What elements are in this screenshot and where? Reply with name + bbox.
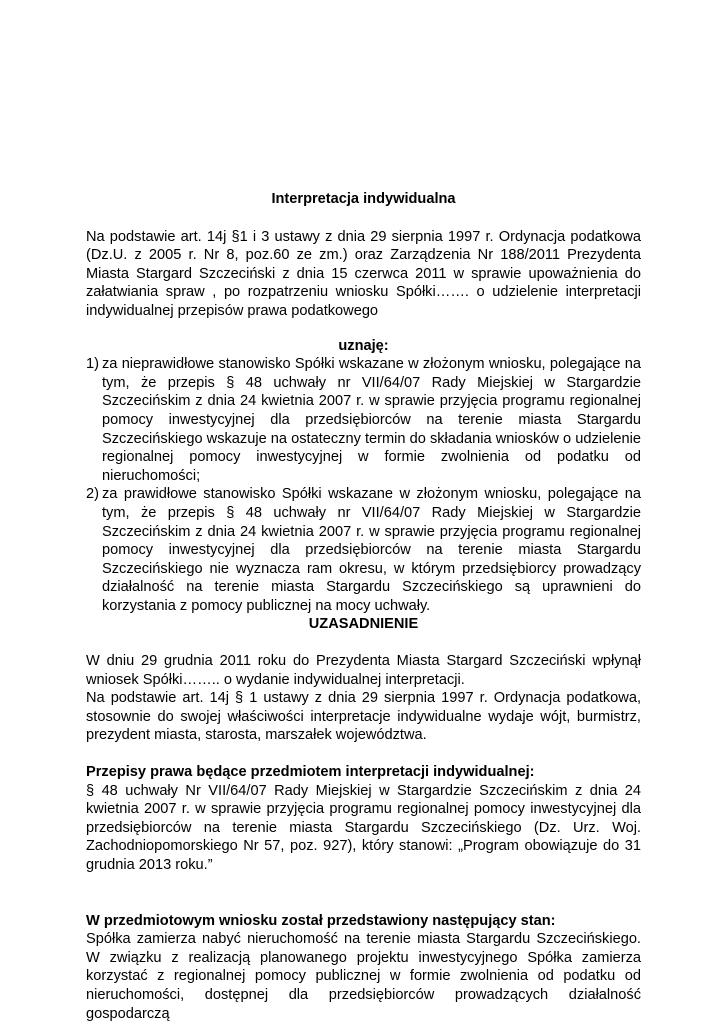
decision-item (86, 485, 641, 615)
spacer (86, 745, 641, 763)
document-page (86, 190, 641, 1023)
decision-text: za nieprawidłowe stanowisko Spółki wskazane w złożonym wniosku, polegające na tym, że przepis § 48 uchwały nr VII/64/07 Rady Miejskiej w Stargardzie Szczecińskim z dnia 24 kwietnia 2007 r. w sprawie przyjęcia programu regionalnej pomocy inwestycyjnej dla przedsiębiorców na terenie miasta Stargardu Szczecińskiego wskazuje na ostateczny termin do składania wniosków o udzielenie regionalnej pomocy inwestycyjnej w formie zwolnienia od podatku od nieruchomości; (102, 356, 641, 484)
spacer (86, 634, 641, 652)
spacer (86, 209, 641, 228)
facts-paragraph: Spółka zamierza nabyć nieruchomość na terenie miasta Stargardu Szczecińskiego. W związku z realizacją planowanego projektu inwestycyjnego Spółka zamierza korzystać z regionalnej pomocy publicznej w formie zwolnienia od podatku od nieruchomości, dostępnej dla przedsiębiorców prowadzących działalność gospodarczą (86, 931, 641, 1022)
facts-heading: W przedmiotowym wniosku został przedstawiony następujący stan: (86, 912, 556, 929)
decision-text: za prawidłowe stanowisko Spółki wskazane w złożonym wniosku, polegające na tym, że przepis § 48 uchwały nr VII/64/07 Rady Miejskiej w Stargardzie Szczecińskim z dnia 24 kwietnia 2007 r. w sprawie przyjęcia programu regionalnej pomocy inwestycyjnej dla przedsiębiorców na terenie miasta Stargardu Szczecińskiego nie wyznacza ram okresu, w którym przedsiębiorcy prowadzący działalność na terenie miasta Stargardu Szczecińskiego są uprawnieni do korzystania z pomocy publicznej na mocy uchwały. (102, 486, 641, 614)
justification-heading: UZASADNIENIE (308, 616, 419, 633)
decision-item (86, 355, 641, 485)
justification-paragraph-1: W dniu 29 grudnia 2011 roku do Prezydenta Miasta Stargard Szczeciński wpłynął wniosek Spółki…….. o wydanie indywidualnej interpretacji. (86, 653, 641, 688)
provisions-paragraph: § 48 uchwały Nr VII/64/07 Rady Miejskiej w Stargardzie Szczecińskim z dnia 24 kwietnia 2007 r. w sprawie przyjęcia programu regionalnej pomocy inwestycyjnej dla przedsiębiorców na terenie miasta Stargardu Szczecińskiego (Dz. Urz. Woj. Zachodniopomorskiego Nr 57, poz. 927), który stanowi: „Program obowiązuje do 31 grudnia 2013 roku.” (86, 782, 641, 873)
decision-list (86, 355, 641, 615)
decision-number: 1) (86, 356, 99, 373)
justification-paragraph-2: Na podstawie art. 14j § 1 ustawy z dnia 29 sierpnia 1997 r. Ordynacja podatkowa, stosownie do swojej właściwości interpretacje indywidualne wydaje wójt, burmistrz, prezydent miasta, starosta, marszałek województwa. (86, 690, 641, 744)
spacer (86, 321, 641, 337)
decision-heading: uznaję: (338, 337, 389, 354)
provisions-heading: Przepisy prawa będące przedmiotem interpretacji indywidualnej: (86, 764, 535, 781)
intro-paragraph: Na podstawie art. 14j §1 i 3 ustawy z dnia 29 sierpnia 1997 r. Ordynacja podatkowa (Dz.U. z 2005 r. Nr 8, poz.60 ze zm.) oraz Zarządzenia Nr 188/2011 Prezydenta Miasta Stargard Szczeciński z dnia 15 czerwca 2011 w sprawie upoważnienia do załatwiania spraw , po rozpatrzeniu wniosku Spółki……. o udzielenie interpretacji indywidualnej przepisów prawa podatkowego (86, 228, 641, 319)
spacer (86, 875, 641, 912)
document-title: Interpretacja indywidualna (271, 191, 456, 207)
decision-number: 2) (86, 486, 99, 503)
